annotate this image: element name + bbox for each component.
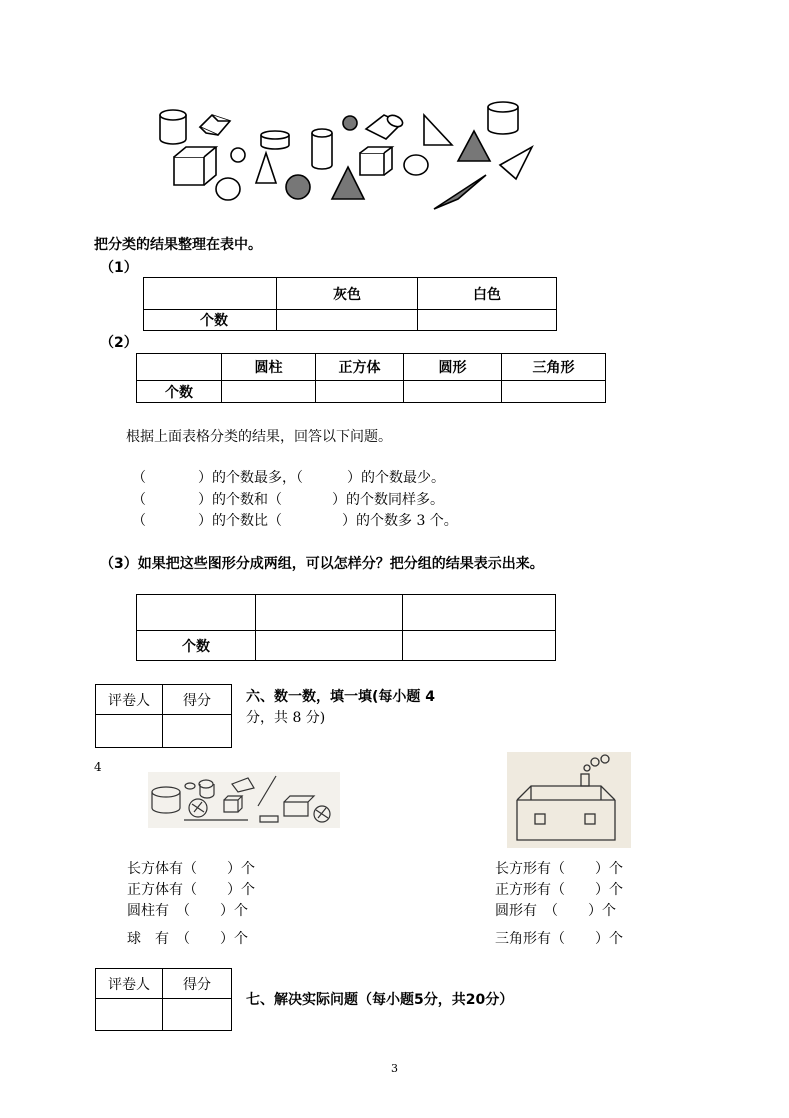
table2-cell-cylinder[interactable] [222,381,316,403]
count-right-square: 正方形有（ ）个 [495,882,623,898]
table-color-count [143,277,557,331]
table1-header-white: 白色 [418,278,557,310]
house-picture [507,752,631,848]
page-number: 3 [391,1062,398,1075]
section6-title-line2: 分，共 8 分) [246,710,326,726]
table3-cell-group2[interactable] [403,631,556,661]
count-right-triangle: 三角形有（ ）个 [495,931,623,947]
question-3: （ ）的个数比（ ）的个数多 3 个。 [132,513,458,529]
table2-row-label: 个数 [137,381,222,403]
table3-header-group1[interactable] [256,595,403,631]
table-shape-count [136,353,606,403]
reviewer-label: 评卷人 [96,969,163,999]
section5-instruction: 把分类的结果整理在表中。 [94,237,262,253]
part2-label: （2） [100,335,138,351]
table2-header-cylinder: 圆柱 [222,354,316,381]
table2-cell-cube[interactable] [316,381,404,403]
count-right-circle: 圆形有 （ ）个 [495,903,616,919]
part1-label: （1） [100,260,138,276]
score-cell[interactable] [163,715,232,748]
score-label: 得分 [163,969,232,999]
table2-cell-circle[interactable] [404,381,502,403]
table1-cell-gray[interactable] [277,310,418,331]
table2-header-triangle: 三角形 [502,354,606,381]
score-cell[interactable] [163,999,232,1031]
table2-header-empty [137,354,222,381]
reviewer-cell[interactable] [96,999,163,1031]
question-2: （ ）的个数和（ ）的个数同样多。 [132,492,444,508]
reviewer-cell[interactable] [96,715,163,748]
table2-cell-triangle[interactable] [502,381,606,403]
question-1: （ ）的个数最多，（ ）的个数最少。 [132,470,445,486]
table1-cell-white[interactable] [418,310,557,331]
table3-cell-group1[interactable] [256,631,403,661]
table1-row-label: 个数 [144,310,277,331]
part3-text: （3）如果把这些图形分成两组，可以怎样分？把分组的结果表示出来。 [100,556,544,572]
shapes-illustration [140,95,550,220]
grader-box-section7 [95,968,232,1031]
section7-title: 七、解决实际问题（每小题5分，共20分） [246,992,514,1008]
count-left-cuboid: 长方体有（ ）个 [127,861,255,877]
table3-header-group2[interactable] [403,595,556,631]
question-intro: 根据上面表格分类的结果，回答以下问题。 [126,429,392,445]
count-left-sphere: 球 有 （ ）个 [127,931,248,947]
table3-row-label: 个数 [137,631,256,661]
reviewer-label: 评卷人 [96,685,163,715]
table2-header-circle: 圆形 [404,354,502,381]
count-right-rectangle: 长方形有（ ）个 [495,861,623,877]
table3-header-empty [137,595,256,631]
table1-header-gray: 灰色 [277,278,418,310]
grader-box-section6 [95,684,232,748]
score-label: 得分 [163,685,232,715]
solid-objects-picture [148,772,340,828]
table1-header-empty [144,278,277,310]
table-group-count [136,594,556,661]
section6-title-line1: 六、数一数，填一填(每小题 4 [246,689,436,705]
count-left-cube: 正方体有（ ）个 [127,882,255,898]
count-left-cylinder: 圆柱有 （ ）个 [127,903,248,919]
item-number: 4 [94,760,102,774]
table2-header-cube: 正方体 [316,354,404,381]
